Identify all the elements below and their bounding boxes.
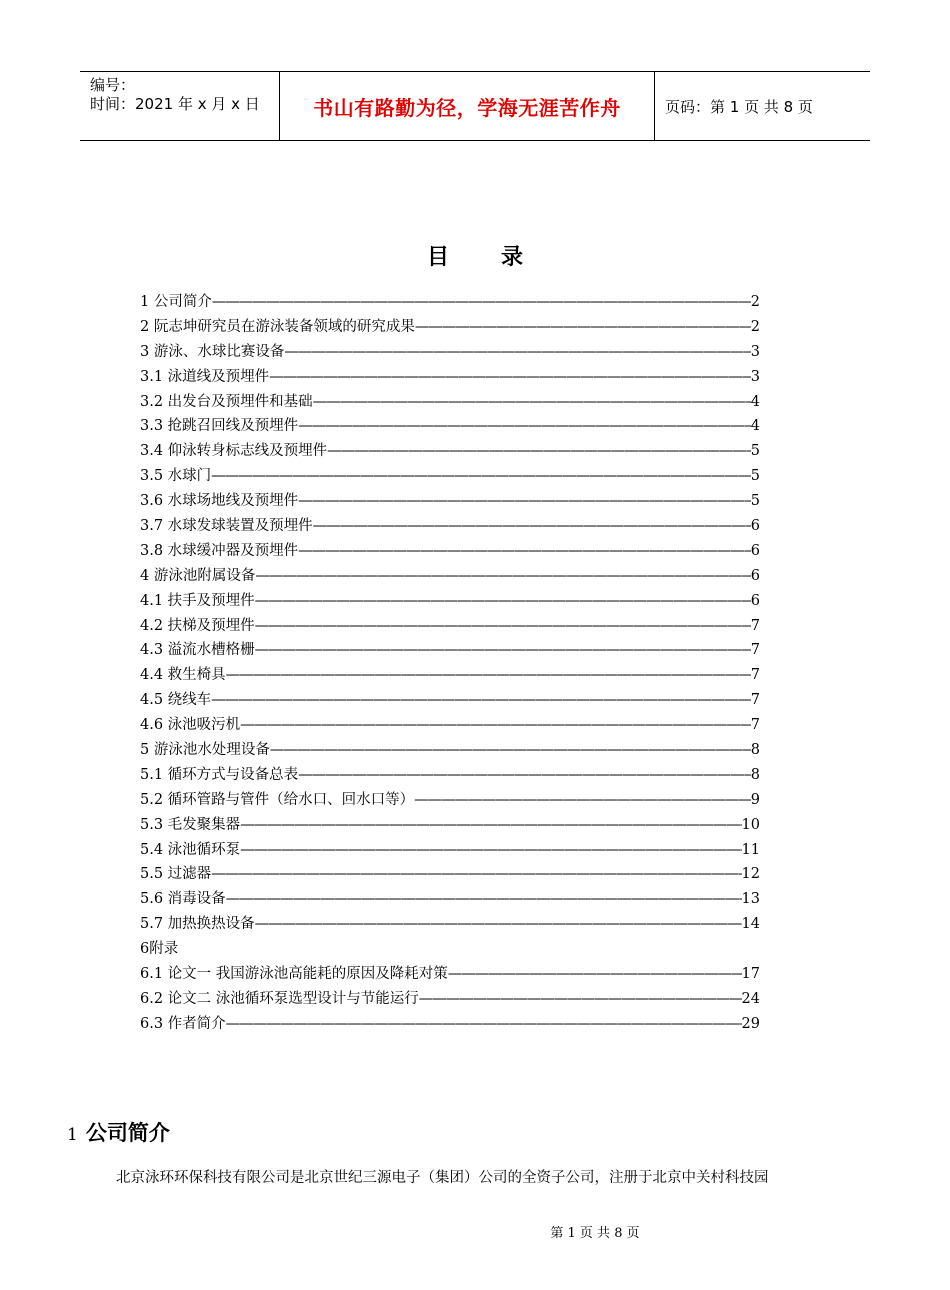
toc-entry-page: 2	[750, 318, 760, 335]
section-number: 1	[67, 1125, 78, 1145]
toc-entry-label: 5.6 消毒设备	[140, 891, 226, 908]
toc-entry-label: 3 游泳、水球比赛设备	[140, 343, 285, 360]
toc-entry-label: 6.2 论文二 泳池循环泵选型设计与节能运行	[140, 990, 419, 1007]
document-number-label: 编号：	[90, 76, 136, 94]
header-info-cell	[80, 72, 280, 140]
toc-entry-page: 7	[750, 667, 760, 684]
toc-entry-label: 5.4 泳池循环泵	[140, 841, 241, 858]
toc-entry[interactable]	[140, 340, 760, 365]
toc-entry[interactable]	[140, 315, 760, 340]
toc-entry[interactable]	[140, 539, 760, 564]
toc-entry-page: 9	[750, 791, 760, 808]
toc-entry-page: 8	[750, 742, 760, 759]
toc-entry[interactable]	[140, 414, 760, 439]
toc-leader-line	[298, 763, 751, 788]
toc-title: 目录	[426, 245, 575, 270]
toc-leader-line	[298, 539, 751, 564]
toc-entry-label: 4 游泳池附属设备	[140, 567, 256, 584]
table-of-contents	[140, 290, 760, 1037]
toc-entry-page: 29	[741, 1015, 760, 1032]
toc-entry-page: 5	[750, 443, 760, 460]
toc-leader-line	[211, 464, 751, 489]
toc-entry-label: 6.3 作者简介	[140, 1015, 226, 1032]
toc-entry[interactable]	[140, 290, 760, 315]
toc-entry[interactable]	[140, 887, 760, 912]
toc-entry[interactable]	[140, 862, 760, 887]
toc-entry-page: 4	[750, 418, 760, 435]
toc-entry-page: 3	[750, 368, 760, 385]
toc-entry[interactable]	[140, 638, 760, 663]
toc-entry-label: 1 公司简介	[140, 294, 212, 310]
toc-entry-page: 6	[750, 518, 760, 535]
toc-entry-page: 7	[750, 617, 760, 634]
toc-entry-label: 5.7 加热换热设备	[140, 916, 255, 933]
toc-leader-line	[270, 738, 751, 763]
toc-entry-label: 4.2 扶梯及预埋件	[140, 617, 255, 634]
toc-leader-line	[255, 638, 751, 663]
toc-entry-label: 5.5 过滤器	[140, 866, 212, 883]
toc-entry-page: 14	[741, 916, 760, 933]
toc-entry-label: 5.2 循环管路与管件（给水口、回水口等）	[140, 791, 415, 808]
toc-entry-page: 11	[741, 841, 760, 858]
header-motto: 书山有路勤为径，学海无涯苦作舟	[280, 72, 655, 140]
toc-entry-page: 7	[750, 642, 760, 659]
toc-leader-line	[255, 564, 750, 589]
toc-entry-page: 6	[750, 567, 760, 584]
toc-entry[interactable]	[140, 439, 760, 464]
toc-entry-label: 4.1 扶手及预埋件	[140, 592, 255, 609]
toc-entry-label: 5.3 毛发聚集器	[140, 816, 241, 833]
toc-entry-label: 4.3 溢流水槽格栅	[140, 642, 255, 659]
toc-entry[interactable]	[140, 1012, 760, 1037]
toc-entry[interactable]	[140, 813, 760, 838]
toc-entry-label: 3.1 泳道线及预埋件	[140, 368, 270, 385]
toc-leader-line	[240, 813, 741, 838]
toc-entry-label: 3.5 水球门	[140, 468, 212, 485]
toc-entry-page: 7	[750, 717, 760, 734]
toc-entry-label: 3.7 水球发球装置及预埋件	[140, 518, 313, 535]
toc-entry[interactable]	[140, 962, 760, 987]
toc-entry-label: 4.4 救生椅具	[140, 667, 226, 684]
toc-leader-line	[240, 713, 751, 738]
toc-leader-line	[255, 614, 751, 639]
toc-entry-label: 3.8 水球缓冲器及预埋件	[140, 542, 299, 559]
toc-leader-line	[298, 414, 751, 439]
toc-entry[interactable]	[140, 738, 760, 763]
toc-leader-line	[226, 1012, 742, 1037]
toc-leader-line	[327, 439, 751, 464]
toc-leader-line	[255, 589, 751, 614]
toc-entry[interactable]	[140, 663, 760, 688]
header-page-info: 页码：第 1 页 共 8 页	[665, 97, 813, 116]
toc-entry[interactable]	[140, 987, 760, 1012]
toc-entry-page: 24	[741, 990, 760, 1007]
toc-entry-page: 8	[750, 766, 760, 783]
toc-entry-label: 5 游泳池水处理设备	[140, 742, 270, 759]
toc-entry-page: 12	[741, 866, 760, 883]
toc-entry-label: 5.1 循环方式与设备总表	[140, 766, 299, 783]
toc-entry[interactable]	[140, 390, 760, 415]
toc-entry[interactable]	[140, 912, 760, 937]
page-header	[80, 71, 870, 141]
toc-entry-label: 6.1 论文一 我国游泳池高能耗的原因及降耗对策	[140, 966, 448, 983]
toc-entry-label: 4.6 泳池吸污机	[140, 717, 241, 734]
toc-leader-line	[419, 987, 742, 1012]
toc-leader-line	[240, 838, 741, 863]
toc-entry-page: 5	[750, 468, 760, 485]
toc-entry[interactable]	[140, 464, 760, 489]
section-1-heading	[67, 1117, 170, 1147]
toc-entry[interactable]	[140, 688, 760, 713]
toc-entry-label: 2 阮志坤研究员在游泳装备领域的研究成果	[140, 318, 415, 335]
toc-entry-label: 3.2 出发台及预埋件和基础	[140, 393, 313, 410]
toc-entry[interactable]	[140, 365, 760, 390]
toc-entry-label: 3.3 抢跳召回线及预埋件	[140, 418, 299, 435]
toc-entry-page: 6	[750, 542, 760, 559]
toc-entry-label: 3.4 仰泳转身标志线及预埋件	[140, 443, 328, 460]
section-1-paragraph: 北京泳环环保科技有限公司是北京世纪三源电子（集团）公司的全资子公司，注册于北京中关村科技园	[116, 1170, 769, 1186]
toc-leader-line	[313, 514, 751, 539]
toc-entry[interactable]	[140, 763, 760, 788]
document-time-label: 时间：2021 年 x 月 x 日	[90, 95, 260, 113]
toc-leader-line	[414, 788, 751, 813]
toc-leader-line	[448, 962, 742, 987]
toc-leader-line	[313, 390, 751, 415]
toc-entry-page: 10	[741, 816, 760, 833]
toc-entry-page: 4	[750, 393, 760, 410]
toc-leader-line	[226, 663, 751, 688]
toc-entry[interactable]	[140, 564, 760, 589]
toc-entry-page: 2	[750, 294, 760, 310]
toc-entry[interactable]	[140, 713, 760, 738]
toc-entry[interactable]	[140, 788, 760, 813]
toc-entry[interactable]	[140, 937, 760, 962]
toc-leader-line	[284, 340, 750, 365]
toc-entry-page: 6	[750, 592, 760, 609]
toc-entry-page: 3	[750, 343, 760, 360]
toc-entry[interactable]	[140, 489, 760, 514]
toc-entry[interactable]	[140, 514, 760, 539]
toc-leader-line	[269, 365, 751, 390]
toc-entry-label: 6附录	[140, 941, 179, 958]
toc-leader-line	[415, 315, 751, 340]
page-footer: 第 1 页 共 8 页	[550, 1226, 640, 1241]
toc-entry[interactable]	[140, 838, 760, 863]
toc-leader-line	[298, 489, 751, 514]
toc-leader-line	[255, 912, 742, 937]
toc-entry-page: 17	[741, 966, 760, 983]
toc-entry-label: 3.6 水球场地线及预埋件	[140, 493, 299, 510]
section-title: 公司简介	[85, 1121, 170, 1145]
toc-entry-page: 13	[741, 891, 760, 908]
toc-entry-page: 5	[750, 493, 760, 510]
toc-entry-page: 7	[750, 692, 760, 709]
toc-leader-line	[212, 290, 751, 315]
toc-leader-line	[211, 862, 741, 887]
toc-entry-label: 4.5 绕线车	[140, 692, 212, 709]
toc-leader-line	[211, 688, 751, 713]
toc-entry[interactable]	[140, 589, 760, 614]
toc-entry[interactable]	[140, 614, 760, 639]
toc-leader-line	[226, 887, 742, 912]
